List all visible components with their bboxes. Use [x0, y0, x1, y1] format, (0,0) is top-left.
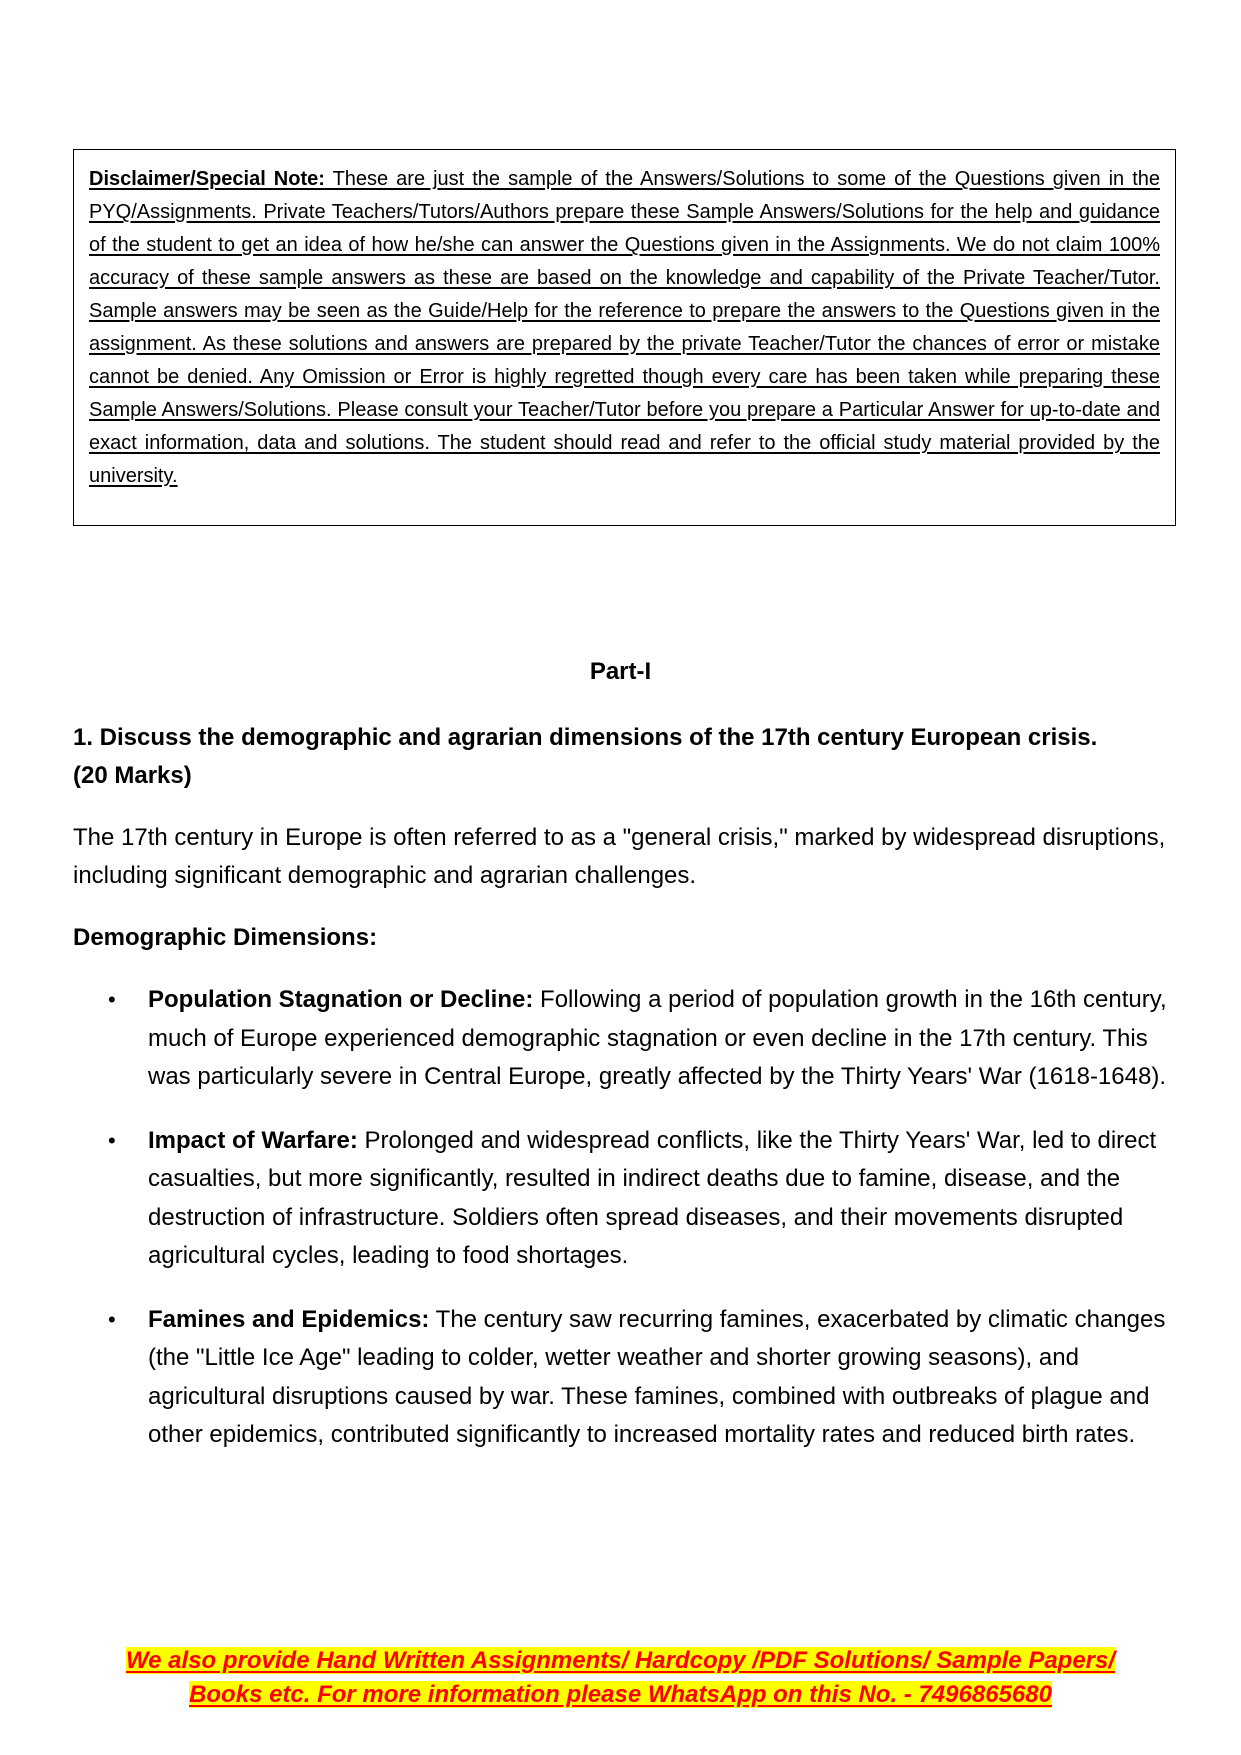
intro-paragraph: The 17th century in Europe is often referred to as a "general crisis," marked by widespread disruptions, including significant demographic and agrarian challenges. — [73, 824, 1166, 889]
question-text: 1. Discuss the demographic and agrarian dimensions of the 17th century European crisis. — [73, 724, 1098, 751]
question-heading — [73, 719, 1183, 795]
disclaimer-text: These are just the sample of the Answers/Solutions to some of the Questions given in the PYQ/Assignments. Private Teachers/Tutors/Authors prepare these Sample Answers/Solutions for the help and guidance of the student to get an idea of how he/she can answer the Questions given in the Assignments. We do not claim 100% accuracy of these sample answers as these are based on the knowledge and capability of the Private Teacher/Tutor. Sample answers may be seen as the Guide/Help for the reference to prepare the answers to the Questions given in the assignment. As these solutions and answers are prepared by the private Teacher/Tutor the chances of error or mistake cannot be denied. Any Omission or Error is highly regretted though every care has been taken while preparing these Sample Answers/Solutions. Please consult your Teacher/Tutor before you prepare a Particular Answer for up-to-date and exact information, data and solutions. The student should read and refer to the official study material provided by the university. — [89, 168, 1160, 487]
list-item — [73, 981, 1183, 1097]
promo-line-2: Books etc. For more information please WhatsApp on this No. - 7496865680 — [189, 1681, 1052, 1708]
disclaimer-label: Disclaimer/Special Note: — [89, 168, 325, 190]
bullet-text: Prolonged and widespread conflicts, like the Thirty Years' War, led to direct casualties, but more significantly, resulted in indirect deaths due to famine, disease, and the destruction of infrastructure. Soldiers often spread diseases, and their movements disrupted agricultural cycles, leading to food shortages. — [148, 1126, 1157, 1269]
bullet-title: Famines and Epidemics: — [148, 1305, 430, 1333]
disclaimer-paragraph — [89, 163, 1160, 493]
question-marks: (20 Marks) — [73, 762, 192, 789]
bullet-icon: • — [108, 1127, 116, 1153]
bullet-text: Following a period of population growth in the 16th century, much of Europe experienced demographic stagnation or even decline in the 17th century. This was particularly severe in Central Europe, greatly affected by the Thirty Years' War (1618-1648). — [148, 986, 1167, 1090]
bullet-text: The century saw recurring famines, exacerbated by climatic changes (the "Little Ice Age" leading to colder, wetter weather and shorter growing seasons), and agricultural disruptions caused by war. These famines, combined with outbreaks of plague and other epidemics, contributed significantly to increased mortality rates and reduced birth rates. — [148, 1305, 1166, 1448]
bullet-title: Impact of Warfare: — [148, 1126, 358, 1154]
bullet-list — [73, 981, 1183, 1480]
promo-line-1: We also provide Hand Written Assignments/ Hardcopy /PDF Solutions/ Sample Papers/ — [125, 1647, 1116, 1674]
list-item — [73, 1122, 1183, 1276]
bullet-icon: • — [108, 987, 116, 1012]
list-item — [73, 1301, 1183, 1455]
bullet-title: Population Stagnation or Decline: — [148, 986, 534, 1013]
disclaimer-box — [73, 149, 1176, 526]
bullet-icon: • — [108, 1306, 116, 1332]
promo-footer — [0, 1644, 1241, 1712]
section-heading: Demographic Dimensions: — [73, 924, 378, 951]
part-title: Part-I — [589, 658, 652, 685]
